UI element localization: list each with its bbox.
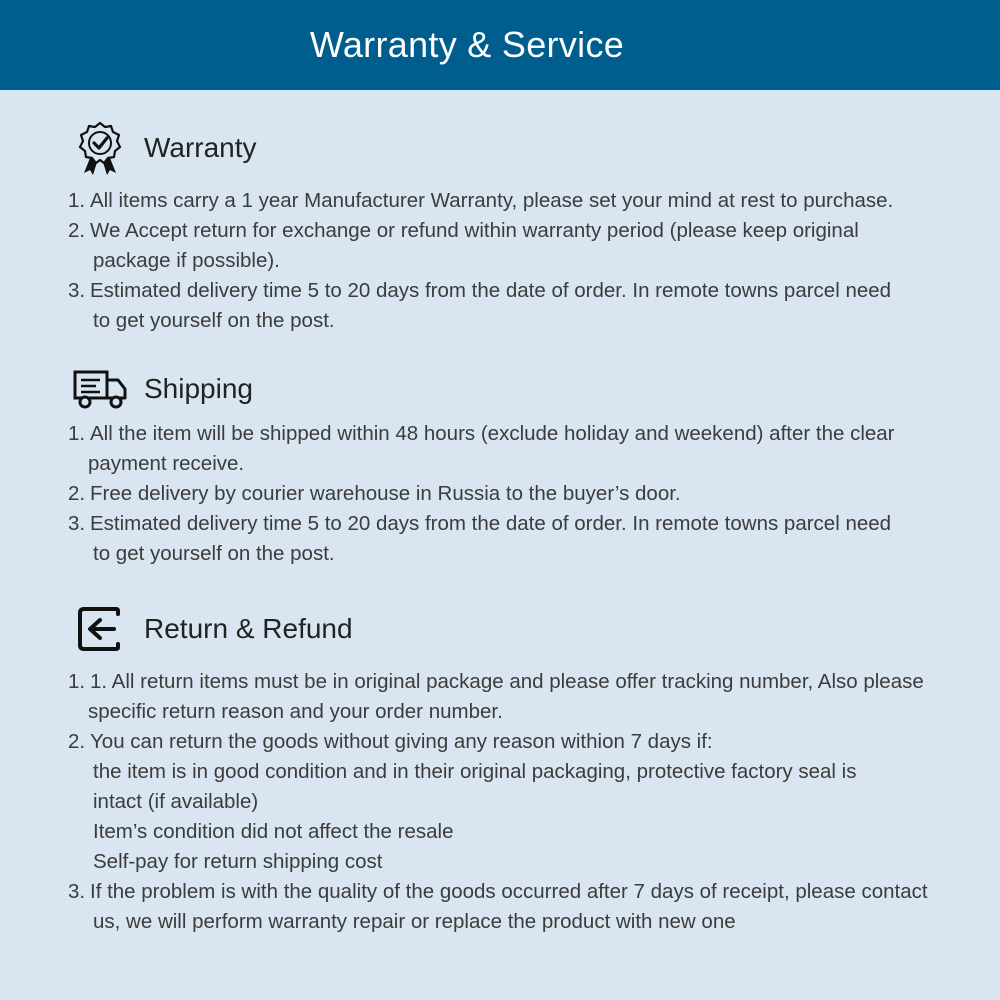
- warranty-title: Warranty: [144, 132, 257, 163]
- list-item: 3. If the problem is with the quality of the goods occurred after 7 days of receipt, please contact us, we will perform warranty repair or replace the product with new one: [68, 880, 928, 933]
- returns-list: [68, 667, 928, 937]
- list-item: 1. All the item will be shipped within 48 hours (exclude holiday and weekend) after the clear payment receive.: [68, 422, 895, 475]
- returns-title: Return & Refund: [144, 613, 353, 644]
- warranty-list: [68, 186, 893, 336]
- certified-badge-icon: [72, 120, 128, 176]
- shipping-heading: [72, 361, 253, 417]
- shipping-list: [68, 419, 895, 569]
- list-item: 2. You can return the goods without giving any reason withion 7 days if: the item is in good condition and in their original packaging, protective factory seal is intact (if available) Item’s condition did not affect the resale Self-pay for return shipping cost: [68, 730, 857, 873]
- list-item: 1. 1. All return items must be in original package and please offer tracking number, Also please specific return reason and your order number.: [68, 670, 924, 723]
- return-arrow-icon: [72, 601, 128, 657]
- shipping-title: Shipping: [144, 373, 253, 404]
- returns-heading: [72, 601, 353, 657]
- list-item: 1. All items carry a 1 year Manufacturer Warranty, please set your mind at rest to purchase.: [68, 189, 894, 212]
- header-banner: [0, 0, 1000, 90]
- list-item: 2. Free delivery by courier warehouse in Russia to the buyer’s door.: [68, 482, 681, 505]
- list-item: 3. Estimated delivery time 5 to 20 days from the date of order. In remote towns parcel need to get yourself on the post.: [68, 279, 892, 332]
- list-item: 3. Estimated delivery time 5 to 20 days from the date of order. In remote towns parcel need to get yourself on the post.: [68, 512, 892, 565]
- delivery-truck-icon: [72, 361, 128, 417]
- list-item: 2. We Accept return for exchange or refund within warranty period (please keep original package if possible).: [68, 219, 859, 272]
- page-title: Warranty & Service: [309, 24, 625, 65]
- warranty-heading: [72, 120, 257, 176]
